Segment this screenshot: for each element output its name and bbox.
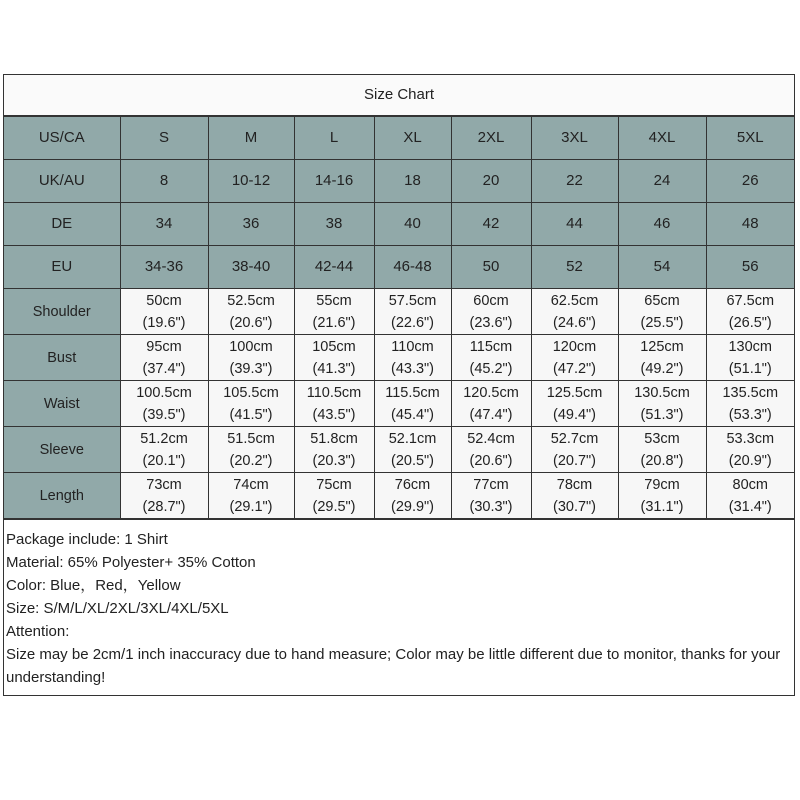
size-cell: 36 xyxy=(208,203,294,246)
size-table xyxy=(4,116,794,519)
size-cell: 24 xyxy=(618,160,706,203)
inch-value: (21.6") xyxy=(312,314,356,331)
cm-value: 120cm xyxy=(552,338,597,355)
inch-value: (51.1") xyxy=(728,360,772,377)
inch-value: (45.2") xyxy=(469,360,513,377)
inch-value: (30.3") xyxy=(469,498,513,515)
cm-value: 120.5cm xyxy=(463,384,519,401)
cm-value: 130cm xyxy=(728,338,773,355)
size-row xyxy=(4,203,794,246)
measurement-cell xyxy=(120,289,208,335)
measurement-cell xyxy=(120,381,208,427)
size-cell: 20 xyxy=(451,160,531,203)
cm-value: 74cm xyxy=(233,476,269,493)
cm-value: 105.5cm xyxy=(223,384,279,401)
size-cell: M xyxy=(208,117,294,160)
size-cell: L xyxy=(294,117,374,160)
cm-value: 65cm xyxy=(644,292,680,309)
size-cell: 48 xyxy=(706,203,794,246)
measurement-cell xyxy=(706,381,794,427)
cm-value: 80cm xyxy=(732,476,768,493)
row-label: US/CA xyxy=(4,117,120,160)
size-cell: 44 xyxy=(531,203,618,246)
row-label: Sleeve xyxy=(4,427,120,473)
measurement-cell xyxy=(531,427,618,473)
inch-value: (24.6") xyxy=(552,314,597,331)
inch-value: (20.7") xyxy=(552,452,597,469)
inch-value: (49.4") xyxy=(552,406,597,423)
measurement-cell xyxy=(451,289,531,335)
measurement-cell xyxy=(294,289,374,335)
inch-value: (41.3") xyxy=(312,360,356,377)
measurement-cell xyxy=(618,335,706,381)
size-cell: 40 xyxy=(374,203,451,246)
measurement-row xyxy=(4,289,794,335)
measurement-cell xyxy=(706,289,794,335)
cm-value: 125cm xyxy=(640,338,684,355)
row-label: UK/AU xyxy=(4,160,120,203)
cm-value: 115cm xyxy=(469,338,513,355)
inch-value: (20.5") xyxy=(390,452,435,469)
measurement-cell xyxy=(706,335,794,381)
measurement-row xyxy=(4,381,794,427)
size-cell: 38 xyxy=(294,203,374,246)
inch-value: (31.4") xyxy=(728,498,772,515)
measurement-cell xyxy=(618,473,706,519)
measurement-cell xyxy=(618,289,706,335)
inch-value: (29.1") xyxy=(229,498,273,515)
row-label: EU xyxy=(4,246,120,289)
measurement-cell xyxy=(374,289,451,335)
measurement-cell xyxy=(451,335,531,381)
size-chart xyxy=(3,74,795,696)
measurement-cell xyxy=(374,427,451,473)
inch-value: (20.6") xyxy=(469,452,513,469)
size-cell: 34-36 xyxy=(120,246,208,289)
inch-value: (26.5") xyxy=(728,314,772,331)
row-label: Waist xyxy=(4,381,120,427)
inch-value: (23.6") xyxy=(469,314,513,331)
measurement-cell xyxy=(208,381,294,427)
inch-value: (22.6") xyxy=(390,314,435,331)
size-cell: 8 xyxy=(120,160,208,203)
cm-value: 51.8cm xyxy=(310,430,358,447)
cm-value: 51.5cm xyxy=(227,430,275,447)
cm-value: 52.1cm xyxy=(388,430,437,447)
size-cell: 5XL xyxy=(706,117,794,160)
measurement-cell xyxy=(208,427,294,473)
measurement-cell xyxy=(706,427,794,473)
size-cell: 54 xyxy=(618,246,706,289)
note-line: Material: 65% Polyester+ 35% Cotton xyxy=(6,554,256,571)
measurement-cell xyxy=(120,473,208,519)
measurement-cell xyxy=(618,427,706,473)
measurement-cell xyxy=(294,381,374,427)
size-cell: 2XL xyxy=(451,117,531,160)
size-row xyxy=(4,246,794,289)
size-cell: 50 xyxy=(451,246,531,289)
cm-value: 53cm xyxy=(644,430,680,447)
cm-value: 67.5cm xyxy=(726,292,775,309)
size-cell: 4XL xyxy=(618,117,706,160)
cm-value: 115.5cm xyxy=(385,384,440,401)
inch-value: (29.9") xyxy=(390,498,435,515)
cm-value: 110.5cm xyxy=(306,384,362,401)
inch-value: (53.3") xyxy=(728,406,772,423)
row-label: Shoulder xyxy=(4,289,120,335)
cm-value: 60cm xyxy=(473,292,509,309)
cm-value: 77cm xyxy=(473,476,509,493)
size-cell: 38-40 xyxy=(208,246,294,289)
measurement-cell xyxy=(531,335,618,381)
measurement-cell xyxy=(374,381,451,427)
measurement-row xyxy=(4,473,794,519)
measurement-cell xyxy=(531,381,618,427)
measurement-cell xyxy=(531,473,618,519)
note-line: Size: S/M/L/XL/2XL/3XL/4XL/5XL xyxy=(6,600,229,617)
cm-value: 100cm xyxy=(229,338,273,355)
cm-value: 53.3cm xyxy=(726,430,775,447)
chart-title: Size Chart xyxy=(4,75,794,116)
row-label: Bust xyxy=(4,335,120,381)
inch-value: (28.7") xyxy=(142,498,186,515)
cm-value: 57.5cm xyxy=(388,292,437,309)
note-line: Attention: xyxy=(6,623,70,640)
cm-value: 125.5cm xyxy=(546,384,603,401)
measurement-cell xyxy=(374,335,451,381)
measurement-cell xyxy=(208,289,294,335)
measurement-cell xyxy=(208,335,294,381)
size-row xyxy=(4,160,794,203)
size-cell: 46 xyxy=(618,203,706,246)
measurement-cell xyxy=(451,381,531,427)
inch-value: (41.5") xyxy=(229,406,273,423)
size-cell: 10-12 xyxy=(208,160,294,203)
cm-value: 52.7cm xyxy=(550,430,599,447)
measurement-row xyxy=(4,427,794,473)
measurement-cell xyxy=(451,473,531,519)
inch-value: (29.5") xyxy=(312,498,356,515)
cm-value: 79cm xyxy=(644,476,680,493)
cm-value: 76cm xyxy=(394,476,431,493)
measurement-cell xyxy=(120,427,208,473)
measurement-cell xyxy=(706,473,794,519)
measurement-cell xyxy=(120,335,208,381)
inch-value: (20.9") xyxy=(728,452,772,469)
measurement-cell xyxy=(294,473,374,519)
inch-value: (43.5") xyxy=(312,406,356,423)
cm-value: 75cm xyxy=(316,476,352,493)
inch-value: (39.3") xyxy=(229,360,273,377)
cm-value: 100.5cm xyxy=(136,384,192,401)
size-cell: 46-48 xyxy=(374,246,451,289)
measurement-cell xyxy=(451,427,531,473)
measurement-cell xyxy=(531,289,618,335)
cm-value: 73cm xyxy=(146,476,182,493)
measurement-row xyxy=(4,335,794,381)
inch-value: (25.5") xyxy=(640,314,684,331)
cm-value: 50cm xyxy=(146,292,182,309)
note-line: Package include: 1 Shirt xyxy=(6,531,168,548)
cm-value: 51.2cm xyxy=(140,430,188,447)
measurement-cell xyxy=(294,427,374,473)
inch-value: (30.7") xyxy=(552,498,597,515)
cm-value: 62.5cm xyxy=(550,292,599,309)
inch-value: (49.2") xyxy=(640,360,684,377)
inch-value: (20.3") xyxy=(312,452,356,469)
cm-value: 110cm xyxy=(391,338,434,355)
inch-value: (45.4") xyxy=(390,406,435,423)
cm-value: 55cm xyxy=(316,292,352,309)
inch-value: (20.2") xyxy=(229,452,273,469)
product-notes xyxy=(4,519,794,695)
size-cell: XL xyxy=(374,117,451,160)
size-cell: 52 xyxy=(531,246,618,289)
size-cell: 26 xyxy=(706,160,794,203)
note-line: Size may be 2cm/1 inch inaccuracy due to hand measure; Color may be little different due to monitor, thanks for your understanding! xyxy=(6,646,781,686)
measurement-cell xyxy=(374,473,451,519)
size-cell: 18 xyxy=(374,160,451,203)
inch-value: (43.3") xyxy=(390,360,435,377)
note-line: Color: Blue，Red，Yellow xyxy=(6,577,181,594)
cm-value: 105cm xyxy=(312,338,356,355)
size-row xyxy=(4,117,794,160)
size-cell: 42 xyxy=(451,203,531,246)
size-cell: S xyxy=(120,117,208,160)
inch-value: (20.8") xyxy=(640,452,684,469)
measurement-cell xyxy=(294,335,374,381)
size-cell: 14-16 xyxy=(294,160,374,203)
inch-value: (47.2") xyxy=(552,360,597,377)
row-label: Length xyxy=(4,473,120,519)
cm-value: 52.4cm xyxy=(467,430,515,447)
cm-value: 130.5cm xyxy=(634,384,690,401)
cm-value: 52.5cm xyxy=(227,292,275,309)
inch-value: (47.4") xyxy=(469,406,513,423)
inch-value: (20.1") xyxy=(142,452,186,469)
row-label: DE xyxy=(4,203,120,246)
inch-value: (51.3") xyxy=(640,406,684,423)
cm-value: 135.5cm xyxy=(722,384,779,401)
inch-value: (39.5") xyxy=(142,406,186,423)
inch-value: (19.6") xyxy=(142,314,186,331)
size-cell: 22 xyxy=(531,160,618,203)
size-cell: 42-44 xyxy=(294,246,374,289)
inch-value: (37.4") xyxy=(142,360,186,377)
size-cell: 34 xyxy=(120,203,208,246)
cm-value: 95cm xyxy=(146,338,182,355)
size-cell: 56 xyxy=(706,246,794,289)
measurement-cell xyxy=(208,473,294,519)
inch-value: (31.1") xyxy=(640,498,684,515)
cm-value: 78cm xyxy=(556,476,593,493)
size-cell: 3XL xyxy=(531,117,618,160)
measurement-cell xyxy=(618,381,706,427)
inch-value: (20.6") xyxy=(229,314,273,331)
